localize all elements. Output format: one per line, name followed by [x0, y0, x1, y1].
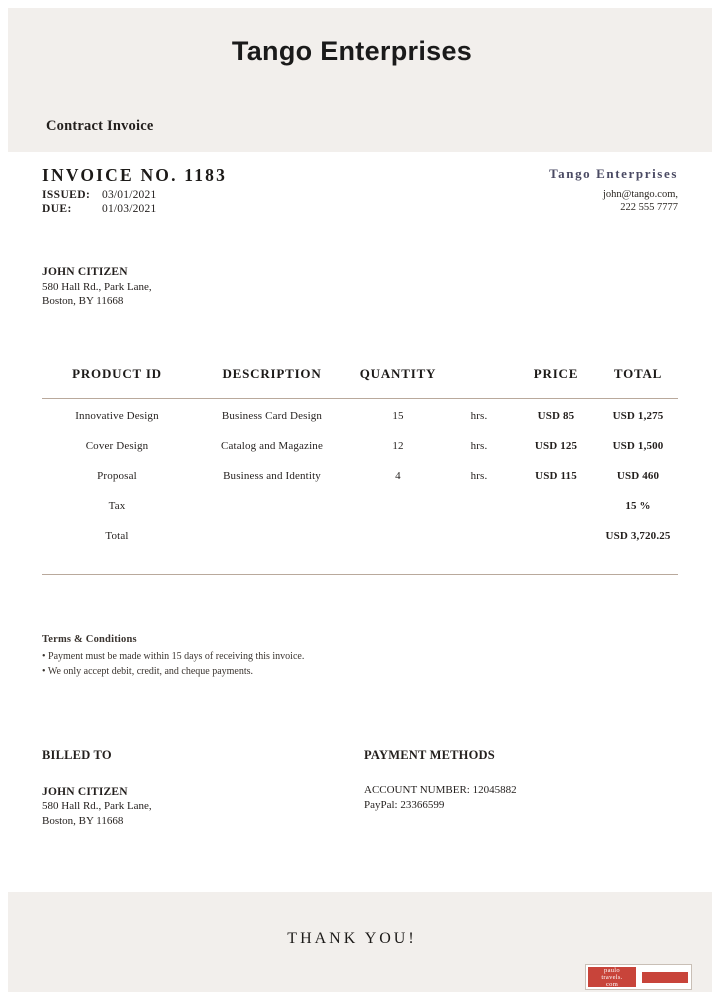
- due-value: 01/03/2021: [102, 203, 157, 215]
- cell-unit: [444, 521, 514, 551]
- cell-price: USD 125: [534, 440, 578, 452]
- cell-unit: hrs.: [470, 440, 488, 452]
- terms-line-2: • We only accept debit, credit, and cheque payments.: [42, 666, 254, 677]
- cell-unit: [444, 491, 514, 521]
- stamp-bar: [642, 972, 688, 983]
- cell-total: USD 460: [616, 470, 660, 482]
- cell-unit: hrs.: [470, 410, 488, 422]
- customer-address-line1-top: 580 Hall Rd., Park Lane,: [42, 280, 152, 293]
- cell-tax-value: 15 %: [625, 500, 651, 512]
- cell-total-label: Total: [105, 530, 129, 542]
- issued-value: 03/01/2021: [102, 189, 157, 201]
- payment-methods-block: [364, 748, 517, 813]
- vendor-name: Tango Enterprises: [549, 166, 678, 181]
- cell-quantity: [352, 521, 444, 551]
- billed-to-name: JOHN CITIZEN: [42, 785, 128, 798]
- column-header-description: DESCRIPTION: [222, 366, 322, 381]
- cell-product: Proposal: [97, 470, 137, 482]
- due-row: [42, 202, 156, 216]
- document-type-label: Contract Invoice: [46, 118, 154, 134]
- table-bottom-rule: [42, 574, 678, 575]
- stamp-line-2: travels.: [601, 973, 623, 981]
- cell-grand-total: USD 3,720.25: [605, 530, 671, 542]
- issued-row: [42, 188, 156, 202]
- cell-description: Business and Identity: [223, 470, 321, 482]
- column-header-unit: [444, 360, 514, 396]
- table-row-total: [42, 521, 678, 551]
- cell-unit: hrs.: [470, 470, 488, 482]
- cell-description: Catalog and Magazine: [221, 440, 323, 452]
- stamp-logo-block: [588, 967, 636, 987]
- vendor-phone: 222 555 7777: [620, 202, 678, 213]
- billed-to-address-line1: 580 Hall Rd., Park Lane,: [42, 800, 152, 812]
- column-header-quantity: QUANTITY: [359, 366, 437, 381]
- table-header-row: [42, 360, 678, 396]
- column-header-total: TOTAL: [613, 366, 663, 381]
- terms-title: Terms & Conditions: [42, 634, 137, 645]
- customer-address-top: [42, 265, 152, 309]
- issued-label: ISSUED:: [42, 189, 91, 201]
- billed-to-block: [42, 748, 152, 828]
- vendor-contact: [603, 188, 678, 214]
- cell-description: [192, 491, 352, 521]
- table-row: [42, 431, 678, 461]
- table-row: [42, 396, 678, 431]
- customer-address-line2-top: Boston, BY 11668: [42, 295, 124, 307]
- cell-quantity: 12: [392, 440, 404, 452]
- invoice-dates: [42, 188, 156, 216]
- page-title: Tango Enterprises: [231, 36, 473, 66]
- cell-quantity: 4: [395, 470, 401, 482]
- payment-account-number: ACCOUNT NUMBER: 12045882: [364, 784, 517, 796]
- billed-to-address-line2: Boston, BY 11668: [42, 814, 124, 827]
- customer-name-top: JOHN CITIZEN: [42, 266, 128, 278]
- thank-you-text: THANK YOU!: [287, 930, 417, 947]
- due-label: DUE:: [42, 203, 72, 215]
- table-row-tax: [42, 491, 678, 521]
- vendor-email: john@tango.com,: [603, 189, 678, 200]
- cell-price: [514, 491, 598, 521]
- cell-total: USD 1,275: [612, 410, 664, 422]
- payment-paypal: PayPal: 23366599: [364, 799, 445, 811]
- stamp-line-3: com: [605, 980, 619, 988]
- cell-quantity: [352, 491, 444, 521]
- cell-description: Business Card Design: [221, 410, 323, 422]
- cell-total: USD 1,500: [612, 440, 664, 452]
- cell-price: [514, 521, 598, 551]
- cell-product: Cover Design: [85, 440, 149, 452]
- column-header-product: PRODUCT ID: [72, 366, 162, 381]
- invoice-number: INVOICE NO. 1183: [42, 165, 228, 185]
- terms-and-conditions: [42, 632, 304, 679]
- table-row: [42, 461, 678, 491]
- payment-methods-title: PAYMENT METHODS: [364, 748, 495, 762]
- column-header-price: PRICE: [533, 366, 579, 381]
- line-items-table: [42, 360, 678, 551]
- cell-quantity: 15: [392, 410, 404, 422]
- stamp-line-1: paulo: [604, 966, 620, 974]
- cell-price: USD 115: [535, 470, 577, 482]
- cell-product: Innovative Design: [75, 410, 159, 422]
- billed-to-title: BILLED TO: [42, 748, 112, 762]
- watermark-stamp-icon: [585, 964, 692, 990]
- cell-description: [192, 521, 352, 551]
- cell-tax-label: Tax: [108, 500, 126, 512]
- cell-price: USD 85: [537, 410, 575, 422]
- terms-line-1: • Payment must be made within 15 days of receiving this invoice.: [42, 651, 305, 662]
